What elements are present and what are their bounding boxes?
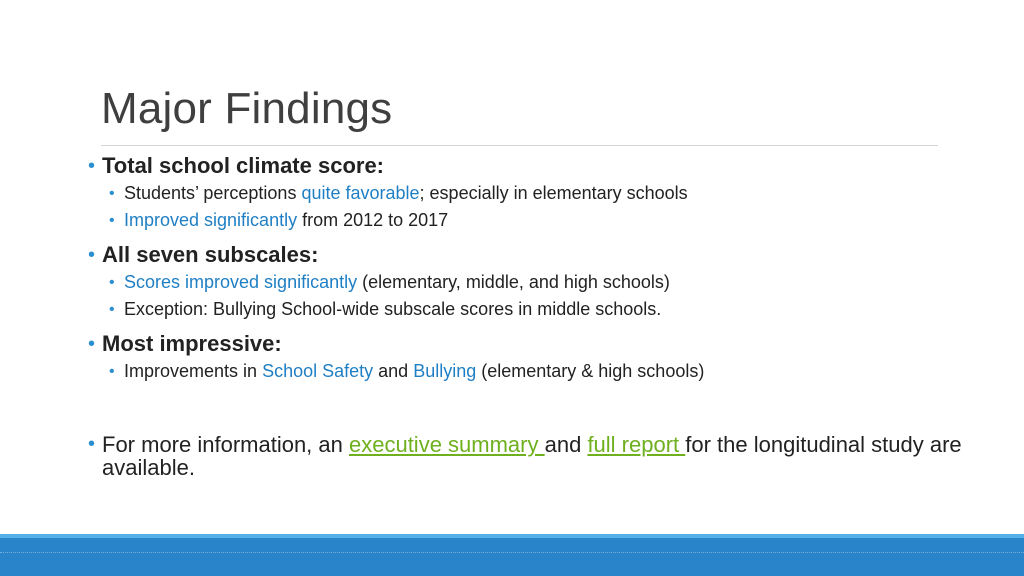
bullet-icon: • bbox=[88, 155, 96, 177]
section-heading-total-score bbox=[88, 152, 968, 180]
full-report-link[interactable]: full report bbox=[587, 432, 686, 457]
more-info-paragraph bbox=[88, 433, 968, 479]
item-text: (elementary, middle, and high schools) bbox=[357, 272, 670, 292]
section-heading-text: All seven subscales: bbox=[102, 242, 319, 267]
bullet-icon: • bbox=[109, 185, 115, 202]
section-heading-text: Most impressive: bbox=[102, 331, 282, 356]
list-item bbox=[88, 207, 968, 234]
item-highlight: School Safety bbox=[262, 361, 374, 381]
more-info-text: for the longitudinal study are available. bbox=[102, 432, 962, 480]
slide-title: Major Findings bbox=[101, 84, 393, 133]
item-text: from 2012 to 2017 bbox=[297, 210, 449, 230]
item-text: (elementary & high schools) bbox=[476, 361, 705, 381]
item-highlight: quite favorable bbox=[301, 183, 420, 203]
list-item bbox=[88, 358, 968, 385]
bullet-icon: • bbox=[88, 244, 96, 266]
item-highlight: Improved significantly bbox=[124, 210, 298, 230]
item-highlight: Scores improved significantly bbox=[124, 272, 358, 292]
bullet-icon: • bbox=[109, 363, 115, 380]
more-info-text: and bbox=[544, 432, 588, 457]
item-text: Improvements in bbox=[124, 361, 263, 381]
executive-summary-link[interactable]: executive summary bbox=[348, 432, 545, 457]
footer-pattern bbox=[0, 552, 1024, 554]
bullet-icon: • bbox=[88, 333, 96, 355]
section-heading-most-impressive bbox=[88, 330, 968, 358]
item-text: ; especially in elementary schools bbox=[419, 183, 688, 203]
list-item bbox=[88, 269, 968, 296]
item-highlight: Bullying bbox=[413, 361, 477, 381]
item-text: Students’ perceptions bbox=[124, 183, 302, 203]
section-heading-text: Total school climate score: bbox=[102, 153, 385, 178]
list-item bbox=[88, 296, 968, 323]
bullet-icon: • bbox=[109, 274, 115, 291]
item-text: Exception: Bullying School-wide subscale scores in middle schools. bbox=[124, 299, 662, 319]
slide-content bbox=[88, 152, 968, 479]
bullet-icon: • bbox=[88, 433, 96, 455]
section-heading-subscales bbox=[88, 241, 968, 269]
footer-bar bbox=[0, 534, 1024, 576]
list-item bbox=[88, 180, 968, 207]
title-divider bbox=[101, 145, 938, 146]
more-info-text: For more information, an bbox=[102, 432, 349, 457]
bullet-icon: • bbox=[109, 212, 115, 229]
item-text: and bbox=[373, 361, 414, 381]
bullet-icon: • bbox=[109, 301, 115, 318]
